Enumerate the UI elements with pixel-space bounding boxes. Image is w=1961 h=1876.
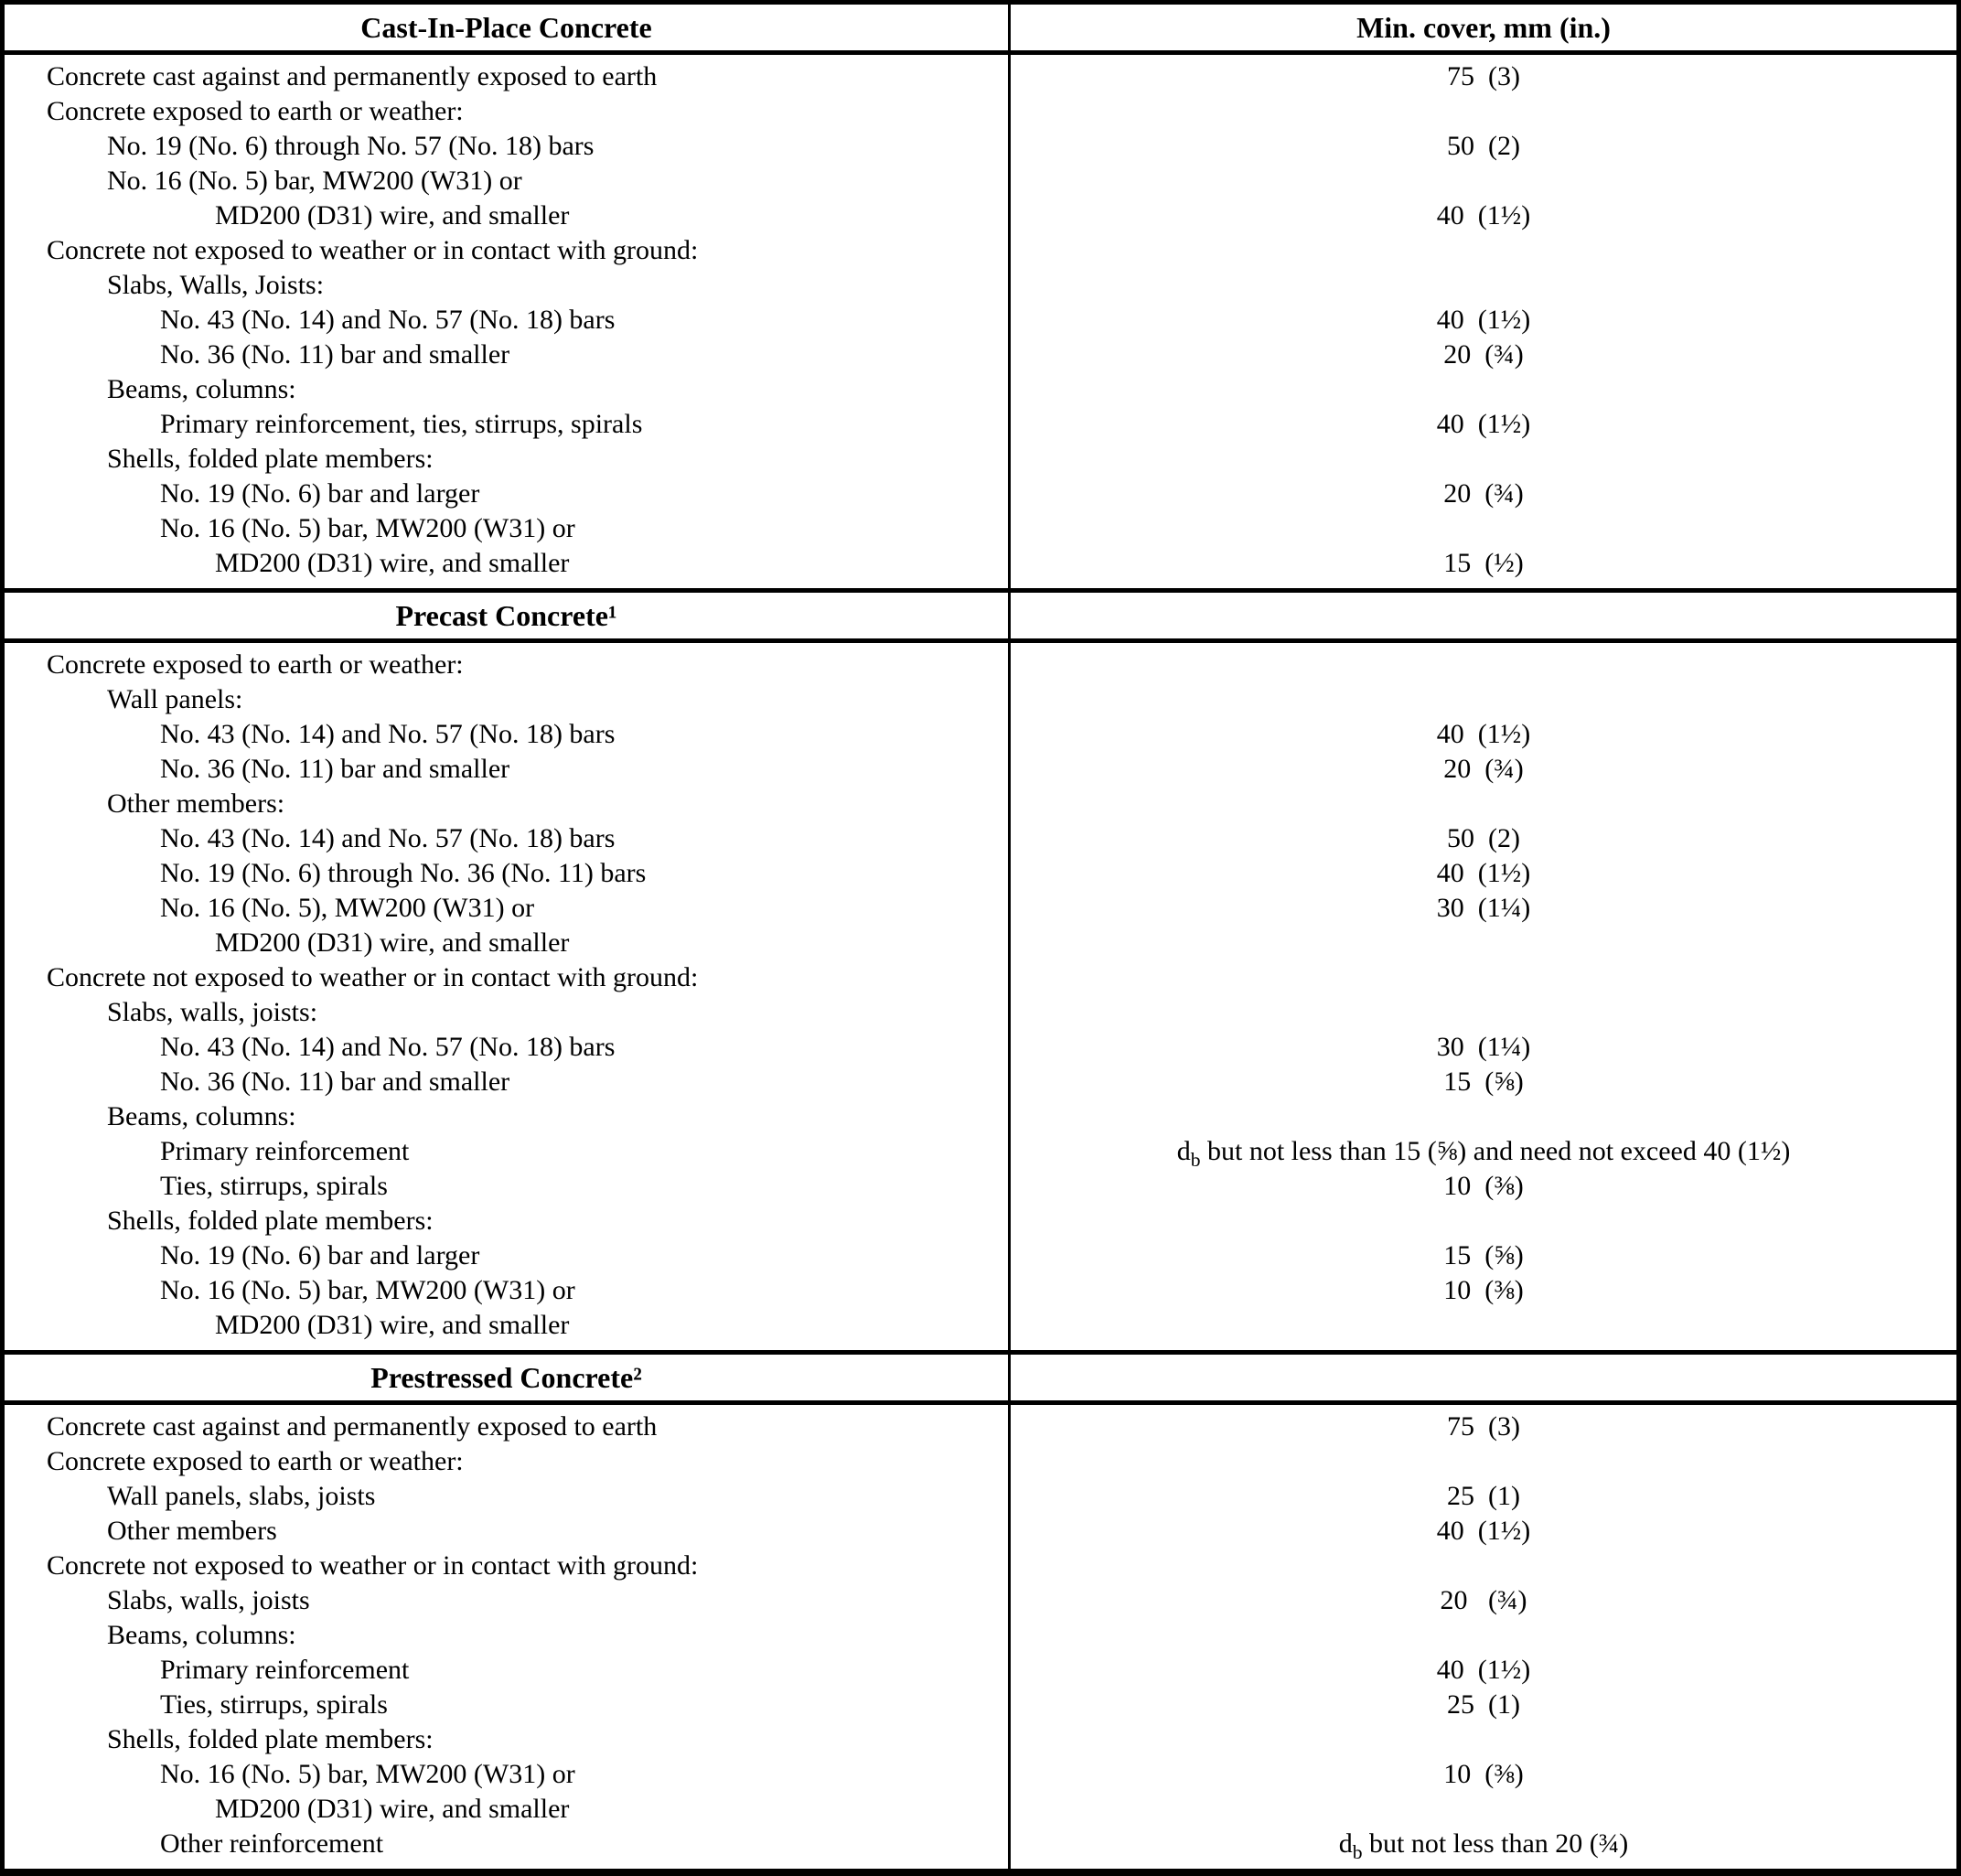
row-label: Other members <box>5 1514 1011 1549</box>
section-header-precast: Precast Concrete¹ <box>5 593 1011 638</box>
table-row <box>5 752 1956 787</box>
value-column-header: Min. cover, mm (in.) <box>1356 11 1611 44</box>
row-value <box>1011 682 1956 717</box>
row-label: No. 19 (No. 6) through No. 36 (No. 11) bars <box>5 856 1011 891</box>
row-value <box>1011 1618 1956 1653</box>
table-row <box>5 546 1956 588</box>
row-value: 30 (1¼) <box>1436 893 1531 923</box>
table-row <box>5 1405 1956 1444</box>
row-value: 10 (⅜) <box>1443 1275 1524 1305</box>
row-value <box>1011 233 1956 268</box>
row-label: No. 36 (No. 11) bar and smaller <box>5 1065 1011 1099</box>
row-value <box>1011 268 1956 303</box>
row-label: Beams, columns: <box>5 1618 1011 1653</box>
empty-header-cell <box>1011 593 1956 638</box>
row-value <box>1011 1099 1956 1134</box>
row-value: 30 (1¼) <box>1436 1032 1531 1062</box>
row-label: Concrete cast against and permanently exposed to earth <box>5 1405 1011 1444</box>
row-label: Shells, folded plate members: <box>5 442 1011 477</box>
row-label: MD200 (D31) wire, and smaller <box>5 546 1011 588</box>
section-header-row <box>5 1350 1956 1405</box>
row-label: Slabs, walls, joists <box>5 1583 1011 1618</box>
table-row <box>5 1653 1956 1688</box>
row-label: Concrete not exposed to weather or in contact with ground: <box>5 1549 1011 1583</box>
row-label: MD200 (D31) wire, and smaller <box>5 926 1011 960</box>
row-value: 40 (1½) <box>1436 200 1531 230</box>
section-precast <box>5 588 1956 1350</box>
table-row <box>5 1757 1956 1792</box>
row-value: 40 (1½) <box>1436 1655 1531 1685</box>
row-label: No. 43 (No. 14) and No. 57 (No. 18) bars <box>5 303 1011 338</box>
row-label: Shells, folded plate members: <box>5 1722 1011 1757</box>
row-value <box>1011 511 1956 546</box>
table-row <box>5 338 1956 372</box>
table-row <box>5 164 1956 198</box>
row-label: Concrete cast against and permanently exposed to earth <box>5 55 1011 94</box>
table-row <box>5 55 1956 94</box>
row-label: Other reinforcement <box>5 1827 1011 1869</box>
subscript-b: b <box>1352 1841 1363 1863</box>
table-row <box>5 1688 1956 1722</box>
row-value: 15 (½) <box>1443 548 1524 578</box>
row-label: No. 43 (No. 14) and No. 57 (No. 18) bars <box>5 821 1011 856</box>
row-label: Wall panels, slabs, joists <box>5 1479 1011 1514</box>
row-value: 40 (1½) <box>1436 409 1531 439</box>
row-label: No. 16 (No. 5) bar, MW200 (W31) or <box>5 164 1011 198</box>
row-label: No. 19 (No. 6) through No. 57 (No. 18) bars <box>5 129 1011 164</box>
row-value <box>1011 1549 1956 1583</box>
row-value <box>1011 1204 1956 1238</box>
table-row <box>5 995 1956 1030</box>
row-value <box>1011 1722 1956 1757</box>
section-body-cast-in-place <box>5 55 1956 588</box>
row-value <box>1011 1444 1956 1479</box>
row-label: No. 16 (No. 5), MW200 (W31) or <box>5 891 1011 926</box>
row-label: Wall panels: <box>5 682 1011 717</box>
row-value <box>1011 643 1956 682</box>
table-row <box>5 787 1956 821</box>
table-row <box>5 1099 1956 1134</box>
table-row <box>5 129 1956 164</box>
row-value: 10 (⅜) <box>1443 1171 1524 1201</box>
table-row <box>5 94 1956 129</box>
section-header-prestressed: Prestressed Concrete² <box>5 1355 1011 1400</box>
table-header-row <box>5 5 1956 55</box>
table-row <box>5 511 1956 546</box>
row-label: MD200 (D31) wire, and smaller <box>5 198 1011 233</box>
table-row <box>5 303 1956 338</box>
row-label: Primary reinforcement, ties, stirrups, spirals <box>5 407 1011 442</box>
table-row <box>5 1308 1956 1350</box>
row-value <box>1011 442 1956 477</box>
table-row <box>5 1722 1956 1757</box>
row-label: Concrete not exposed to weather or in contact with ground: <box>5 233 1011 268</box>
row-value: 20 (¾) <box>1440 1585 1527 1615</box>
table-row <box>5 1169 1956 1204</box>
row-label: Primary reinforcement <box>5 1653 1011 1688</box>
table-row <box>5 1618 1956 1653</box>
row-label: No. 36 (No. 11) bar and smaller <box>5 338 1011 372</box>
table-row <box>5 372 1956 407</box>
section-prestressed <box>5 1350 1956 1869</box>
row-label: No. 16 (No. 5) bar, MW200 (W31) or <box>5 1757 1011 1792</box>
row-label: Beams, columns: <box>5 1099 1011 1134</box>
row-label: Concrete exposed to earth or weather: <box>5 1444 1011 1479</box>
table-row <box>5 856 1956 891</box>
table-row <box>5 1238 1956 1273</box>
row-value: 25 (1) <box>1447 1689 1520 1720</box>
row-value: 40 (1½) <box>1436 305 1531 335</box>
row-value <box>1011 372 1956 407</box>
table-row <box>5 821 1956 856</box>
row-label: No. 16 (No. 5) bar, MW200 (W31) or <box>5 511 1011 546</box>
row-value: 20 (¾) <box>1443 339 1524 370</box>
row-label: No. 36 (No. 11) bar and smaller <box>5 752 1011 787</box>
table-row <box>5 1514 1956 1549</box>
table-row <box>5 442 1956 477</box>
table-row <box>5 643 1956 682</box>
row-value: 40 (1½) <box>1436 1516 1531 1546</box>
row-value: 40 (1½) <box>1436 719 1531 749</box>
table-row <box>5 1273 1956 1308</box>
table-row <box>5 1479 1956 1514</box>
row-label: MD200 (D31) wire, and smaller <box>5 1792 1011 1827</box>
row-value: 50 (2) <box>1447 131 1520 161</box>
table-row <box>5 1827 1956 1869</box>
row-label: Other members: <box>5 787 1011 821</box>
row-value: 10 (⅜) <box>1443 1759 1524 1789</box>
row-label: Primary reinforcement <box>5 1134 1011 1169</box>
table-row <box>5 198 1956 233</box>
table-row <box>5 717 1956 752</box>
row-label: No. 19 (No. 6) bar and larger <box>5 477 1011 511</box>
section-header-cast-in-place: Cast-In-Place Concrete <box>5 5 1011 50</box>
row-label: Shells, folded plate members: <box>5 1204 1011 1238</box>
table-row <box>5 1204 1956 1238</box>
table-row <box>5 1134 1956 1169</box>
table-row <box>5 1792 1956 1827</box>
row-value: 25 (1) <box>1447 1481 1520 1511</box>
row-value: 15 (⅝) <box>1443 1240 1524 1270</box>
table-row <box>5 407 1956 442</box>
row-value: 15 (⅝) <box>1443 1067 1524 1097</box>
table-row <box>5 926 1956 960</box>
row-value <box>1011 960 1956 995</box>
row-label: No. 19 (No. 6) bar and larger <box>5 1238 1011 1273</box>
row-label: Ties, stirrups, spirals <box>5 1688 1011 1722</box>
row-label: MD200 (D31) wire, and smaller <box>5 1308 1011 1350</box>
table-row <box>5 960 1956 995</box>
section-cast-in-place <box>5 5 1956 588</box>
row-value <box>1011 1792 1956 1827</box>
row-value: 40 (1½) <box>1436 858 1531 888</box>
row-value: 75 (3) <box>1447 1411 1520 1442</box>
row-label: Slabs, walls, joists: <box>5 995 1011 1030</box>
row-label: Ties, stirrups, spirals <box>5 1169 1011 1204</box>
row-label: Slabs, Walls, Joists: <box>5 268 1011 303</box>
row-label: No. 16 (No. 5) bar, MW200 (W31) or <box>5 1273 1011 1308</box>
table-row <box>5 1549 1956 1583</box>
section-body-precast <box>5 643 1956 1350</box>
row-value <box>1011 926 1956 960</box>
table-row <box>5 1065 1956 1099</box>
row-value: $d_b$ but not less than 20 (¾) <box>1338 1828 1629 1863</box>
table-row <box>5 1030 1956 1065</box>
empty-header-cell <box>1011 1355 1956 1400</box>
table-row <box>5 1583 1956 1618</box>
row-value: 20 (¾) <box>1443 754 1524 784</box>
section-header-row <box>5 588 1956 643</box>
row-label: No. 43 (No. 14) and No. 57 (No. 18) bars <box>5 717 1011 752</box>
row-label: Beams, columns: <box>5 372 1011 407</box>
row-value: 20 (¾) <box>1443 478 1524 509</box>
table-row <box>5 233 1956 268</box>
row-value <box>1011 164 1956 198</box>
subscript-b: b <box>1190 1149 1201 1171</box>
row-value <box>1011 1308 1956 1350</box>
table-row <box>5 682 1956 717</box>
row-label: Concrete exposed to earth or weather: <box>5 643 1011 682</box>
table-row <box>5 1444 1956 1479</box>
row-value: 75 (3) <box>1447 61 1520 91</box>
table-row <box>5 891 1956 926</box>
row-value: $d_b$ but not less than 15 (⅝) and need not exceed 40 (1½) <box>1176 1136 1791 1171</box>
row-value <box>1011 995 1956 1030</box>
table-row <box>5 268 1956 303</box>
row-value <box>1011 94 1956 129</box>
row-label: Concrete not exposed to weather or in contact with ground: <box>5 960 1011 995</box>
row-value <box>1011 787 1956 821</box>
row-label: Concrete exposed to earth or weather: <box>5 94 1011 129</box>
row-label: No. 43 (No. 14) and No. 57 (No. 18) bars <box>5 1030 1011 1065</box>
section-body-prestressed <box>5 1405 1956 1869</box>
table-row <box>5 477 1956 511</box>
row-value: 50 (2) <box>1447 823 1520 853</box>
